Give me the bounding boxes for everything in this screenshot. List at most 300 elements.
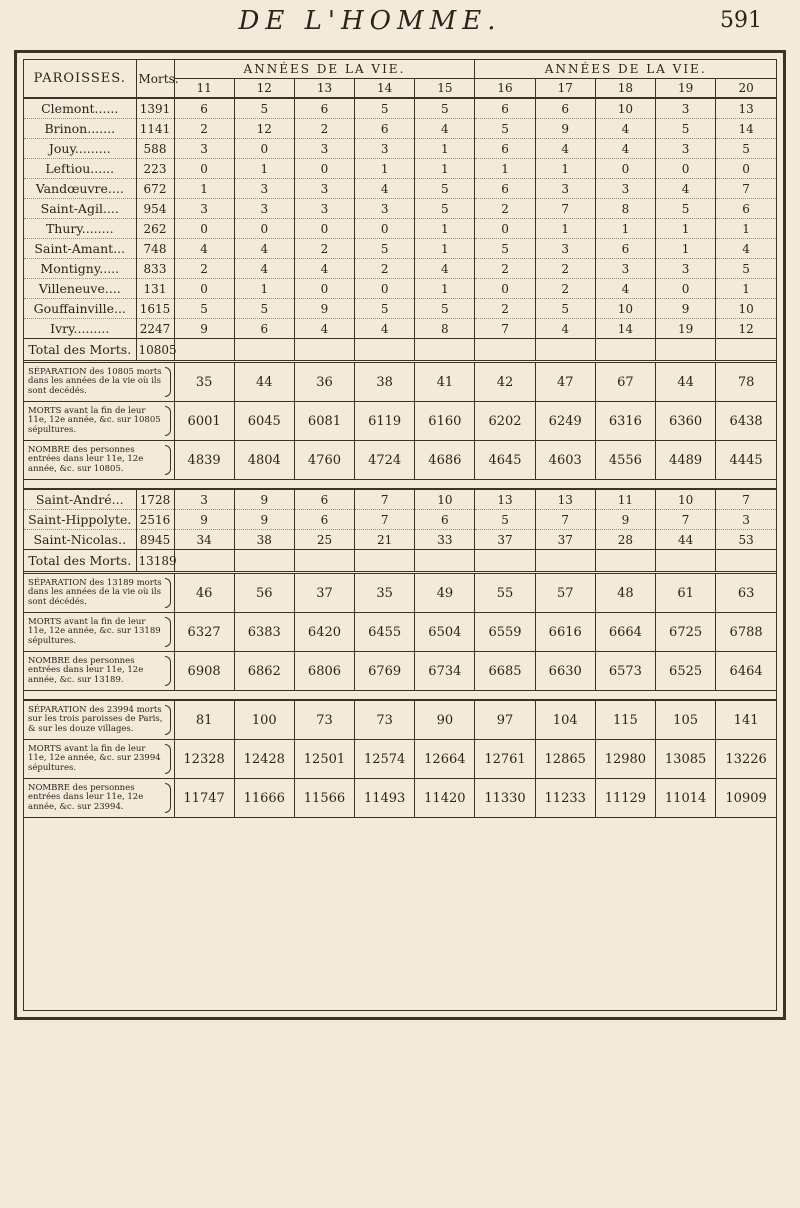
table-row [24,319,776,339]
year-value: 1 [656,219,716,239]
summary-value: 6504 [415,613,475,652]
summary-value: 6862 [234,652,294,691]
summary-value: 6664 [595,613,655,652]
summary-value: 11014 [656,779,716,818]
year-value: 4 [294,259,354,279]
summary-value: 35 [355,573,415,613]
summary-value: 12328 [174,740,234,779]
year-header: 14 [355,79,415,99]
year-value: 21 [355,530,415,550]
year-value: 3 [355,199,415,219]
summary-value: 4804 [234,441,294,480]
summary-value: 6455 [355,613,415,652]
summary-value: 6559 [475,613,535,652]
summary-value: 44 [656,362,716,402]
parish-deaths: 1391 [136,98,174,119]
running-title: DE L'HOMME. [238,6,502,36]
empty-cell [656,339,716,362]
summary-value: 6788 [716,613,776,652]
year-value: 4 [174,239,234,259]
year-value: 1 [656,239,716,259]
summary-value: 12501 [294,740,354,779]
summary-row [24,779,776,818]
total-deaths: 10805 [136,339,174,362]
year-value: 7 [716,489,776,510]
empty-cell [716,550,776,573]
parish-deaths: 223 [136,159,174,179]
summary-value: 12761 [475,740,535,779]
year-value: 4 [234,239,294,259]
summary-value: 4603 [535,441,595,480]
empty-cell [294,339,354,362]
year-value: 5 [415,98,475,119]
year-value: 38 [234,530,294,550]
year-value: 12 [716,319,776,339]
parish-name: Saint-Hippolyte. [24,510,136,530]
summary-value: 6081 [294,402,354,441]
table-row [24,530,776,550]
summary-value: 6806 [294,652,354,691]
year-value: 4 [595,119,655,139]
year-value: 53 [716,530,776,550]
year-value: 10 [656,489,716,510]
summary-value: 6630 [535,652,595,691]
empty-cell [716,339,776,362]
summary-value: 49 [415,573,475,613]
year-value: 12 [234,119,294,139]
summary-value: 46 [174,573,234,613]
summary-value: 6327 [174,613,234,652]
years-group-left: ANNÉES DE LA VIE. [174,60,475,79]
parish-name: Villeneuve.... [24,279,136,299]
year-value: 3 [595,259,655,279]
empty-cell [234,550,294,573]
summary-value: 11566 [294,779,354,818]
summary-value: 11129 [595,779,655,818]
year-value: 0 [294,279,354,299]
year-header: 15 [415,79,475,99]
summary-value: 90 [415,700,475,740]
year-value: 3 [656,98,716,119]
year-value: 5 [475,510,535,530]
table-row [24,219,776,239]
summary-value: 55 [475,573,535,613]
summary-value: 4686 [415,441,475,480]
year-value: 5 [355,239,415,259]
empty-cell [535,339,595,362]
summary-value: 12574 [355,740,415,779]
summary-value: 11330 [475,779,535,818]
year-value: 4 [355,179,415,199]
summary-value: 100 [234,700,294,740]
parish-name: Vandœuvre.... [24,179,136,199]
year-value: 5 [656,119,716,139]
summary-value: 97 [475,700,535,740]
year-value: 2 [535,259,595,279]
year-header: 11 [174,79,234,99]
year-value: 4 [415,119,475,139]
year-value: 0 [174,159,234,179]
year-value: 7 [475,319,535,339]
parish-deaths: 2516 [136,510,174,530]
year-value: 4 [716,239,776,259]
year-value: 9 [535,119,595,139]
year-value: 37 [535,530,595,550]
table-row [24,259,776,279]
summary-value: 67 [595,362,655,402]
summary-label: MORTS avant la fin de leur 11e, 12e année, &c. sur 23994 sépultures. [24,740,174,779]
year-value: 5 [415,199,475,219]
parish-name: Saint-Amant... [24,239,136,259]
summary-label: NOMBRE des personnes entrées dans leur 11e, 12e année, &c. sur 10805. [24,441,174,480]
year-value: 2 [475,299,535,319]
summary-value: 105 [656,700,716,740]
parish-name: Gouffainville... [24,299,136,319]
empty-cell [415,550,475,573]
summary-row [24,740,776,779]
mortality-table [24,60,776,818]
deaths-header: Morts. [136,60,174,98]
summary-row [24,613,776,652]
year-value: 1 [415,159,475,179]
year-value: 1 [535,159,595,179]
summary-value: 6616 [535,613,595,652]
parish-name: Saint-Nicolas.. [24,530,136,550]
year-value: 0 [716,159,776,179]
year-value: 2 [174,259,234,279]
year-value: 0 [656,279,716,299]
year-value: 1 [415,139,475,159]
year-value: 14 [595,319,655,339]
summary-value: 6685 [475,652,535,691]
parish-name: Jouy......... [24,139,136,159]
page-header [0,0,800,46]
summary-label: MORTS avant la fin de leur 11e, 12e année, &c. sur 10805 sépultures. [24,402,174,441]
parish-name: Saint-Agil.... [24,199,136,219]
summary-value: 11233 [535,779,595,818]
parish-deaths: 833 [136,259,174,279]
summary-row [24,573,776,613]
year-value: 7 [535,199,595,219]
year-value: 34 [174,530,234,550]
summary-value: 6316 [595,402,655,441]
empty-cell [595,339,655,362]
year-value: 2 [294,239,354,259]
summary-row [24,402,776,441]
year-value: 10 [595,299,655,319]
parish-deaths: 131 [136,279,174,299]
year-value: 6 [174,98,234,119]
summary-value: 47 [535,362,595,402]
summary-value: 63 [716,573,776,613]
parish-deaths: 2247 [136,319,174,339]
summary-value: 4760 [294,441,354,480]
summary-value: 141 [716,700,776,740]
year-value: 1 [415,239,475,259]
parish-name: Saint-André... [24,489,136,510]
year-value: 5 [415,179,475,199]
year-value: 1 [415,219,475,239]
empty-cell [535,550,595,573]
summary-value: 104 [535,700,595,740]
year-value: 3 [595,179,655,199]
table-row [24,279,776,299]
section-divider [24,480,776,490]
year-value: 25 [294,530,354,550]
summary-value: 6045 [234,402,294,441]
year-value: 5 [355,98,415,119]
summary-value: 6438 [716,402,776,441]
year-value: 3 [656,139,716,159]
year-value: 1 [415,279,475,299]
year-value: 37 [475,530,535,550]
table-row [24,510,776,530]
year-value: 1 [595,219,655,239]
parish-name: Leftiou...... [24,159,136,179]
year-header: 16 [475,79,535,99]
year-value: 1 [174,179,234,199]
year-value: 4 [415,259,475,279]
table-row [24,299,776,319]
year-value: 9 [656,299,716,319]
year-value: 5 [475,119,535,139]
summary-value: 6725 [656,613,716,652]
year-value: 2 [475,199,535,219]
year-value: 9 [595,510,655,530]
year-value: 7 [355,510,415,530]
summary-label: SÉPARATION des 10805 morts dans les années de la vie où ils sont decédés. [24,362,174,402]
year-value: 3 [174,199,234,219]
total-deaths: 13189 [136,550,174,573]
summary-value: 12428 [234,740,294,779]
parish-name: Brinon....... [24,119,136,139]
table-row [24,98,776,119]
year-header: 12 [234,79,294,99]
summary-value: 6769 [355,652,415,691]
table-frame [14,50,786,1020]
parish-deaths: 1141 [136,119,174,139]
year-value: 4 [234,259,294,279]
year-header: 13 [294,79,354,99]
year-value: 9 [174,510,234,530]
year-value: 7 [716,179,776,199]
parish-name: Ivry......... [24,319,136,339]
year-value: 5 [716,259,776,279]
year-value: 1 [355,159,415,179]
summary-value: 4445 [716,441,776,480]
year-value: 1 [716,279,776,299]
parish-deaths: 672 [136,179,174,199]
summary-value: 13226 [716,740,776,779]
summary-label: NOMBRE des personnes entrées dans leur 11e, 12e année, &c. sur 13189. [24,652,174,691]
year-value: 13 [535,489,595,510]
year-value: 4 [355,319,415,339]
summary-value: 6573 [595,652,655,691]
year-value: 6 [234,319,294,339]
summary-value: 6464 [716,652,776,691]
summary-value: 11666 [234,779,294,818]
summary-label: MORTS avant la fin de leur 11e, 12e année, &c. sur 13189 sépultures. [24,613,174,652]
year-value: 5 [535,299,595,319]
summary-value: 42 [475,362,535,402]
summary-value: 4556 [595,441,655,480]
year-value: 3 [716,510,776,530]
year-value: 3 [294,179,354,199]
year-header: 20 [716,79,776,99]
empty-cell [656,550,716,573]
year-value: 6 [294,98,354,119]
summary-value: 12980 [595,740,655,779]
empty-cell [174,550,234,573]
year-value: 4 [294,319,354,339]
year-value: 0 [656,159,716,179]
year-value: 6 [595,239,655,259]
summary-value: 6001 [174,402,234,441]
year-value: 6 [475,139,535,159]
year-value: 1 [234,279,294,299]
summary-value: 11747 [174,779,234,818]
year-value: 7 [355,489,415,510]
year-value: 6 [475,98,535,119]
summary-value: 6202 [475,402,535,441]
year-value: 5 [716,139,776,159]
summary-value: 41 [415,362,475,402]
summary-value: 6360 [656,402,716,441]
year-value: 0 [475,219,535,239]
year-value: 2 [174,119,234,139]
year-value: 6 [355,119,415,139]
year-value: 9 [234,510,294,530]
table-row [24,139,776,159]
year-value: 4 [595,279,655,299]
year-value: 1 [475,159,535,179]
year-value: 10 [415,489,475,510]
summary-value: 6525 [656,652,716,691]
empty-cell [355,339,415,362]
summary-value: 48 [595,573,655,613]
year-value: 28 [595,530,655,550]
summary-value: 4724 [355,441,415,480]
summary-value: 78 [716,362,776,402]
year-value: 4 [535,139,595,159]
year-value: 0 [294,219,354,239]
summary-row [24,362,776,402]
year-value: 0 [174,279,234,299]
table-row [24,239,776,259]
total-label: Total des Morts. [24,550,136,573]
year-value: 6 [535,98,595,119]
year-value: 4 [595,139,655,159]
parish-name: Clemont...... [24,98,136,119]
year-value: 1 [535,219,595,239]
year-value: 2 [535,279,595,299]
summary-label: SÉPARATION des 23994 morts sur les trois paroisses de Paris, & sur les douze villages. [24,700,174,740]
year-value: 13 [475,489,535,510]
summary-value: 37 [294,573,354,613]
year-value: 0 [234,219,294,239]
summary-row [24,652,776,691]
year-value: 0 [355,219,415,239]
summary-value: 6383 [234,613,294,652]
summary-value: 11493 [355,779,415,818]
parish-deaths: 954 [136,199,174,219]
year-value: 9 [294,299,354,319]
year-value: 3 [234,199,294,219]
parish-name: Montigny..... [24,259,136,279]
year-value: 6 [415,510,475,530]
summary-value: 36 [294,362,354,402]
year-value: 3 [174,489,234,510]
year-value: 3 [535,179,595,199]
year-value: 6 [294,489,354,510]
year-header: 18 [595,79,655,99]
summary-value: 38 [355,362,415,402]
summary-value: 115 [595,700,655,740]
year-value: 2 [294,119,354,139]
summary-value: 6249 [535,402,595,441]
summary-value: 35 [174,362,234,402]
parish-deaths: 588 [136,139,174,159]
summary-value: 73 [294,700,354,740]
year-value: 3 [656,259,716,279]
table-row [24,119,776,139]
parish-deaths: 748 [136,239,174,259]
year-value: 0 [294,159,354,179]
table-body [24,98,776,818]
year-value: 3 [355,139,415,159]
summary-value: 56 [234,573,294,613]
year-value: 0 [475,279,535,299]
year-value: 2 [355,259,415,279]
empty-cell [234,339,294,362]
year-value: 19 [656,319,716,339]
year-value: 0 [355,279,415,299]
year-value: 3 [234,179,294,199]
year-value: 3 [294,139,354,159]
year-value: 5 [415,299,475,319]
year-value: 8 [415,319,475,339]
year-value: 0 [174,219,234,239]
total-row [24,550,776,573]
parish-deaths: 1615 [136,299,174,319]
total-label: Total des Morts. [24,339,136,362]
empty-cell [415,339,475,362]
year-value: 5 [234,98,294,119]
group-header-row [24,60,776,79]
year-value: 4 [656,179,716,199]
parish-deaths: 1728 [136,489,174,510]
year-value: 10 [716,299,776,319]
total-row [24,339,776,362]
year-value: 11 [595,489,655,510]
year-value: 9 [234,489,294,510]
summary-value: 6160 [415,402,475,441]
page-number: 591 [720,8,762,33]
summary-value: 6420 [294,613,354,652]
year-value: 0 [234,139,294,159]
summary-row [24,700,776,740]
year-value: 5 [475,239,535,259]
summary-value: 4645 [475,441,535,480]
table-row [24,199,776,219]
year-value: 33 [415,530,475,550]
summary-value: 73 [355,700,415,740]
empty-cell [475,550,535,573]
empty-cell [475,339,535,362]
year-value: 7 [535,510,595,530]
parish-deaths: 262 [136,219,174,239]
summary-value: 13085 [656,740,716,779]
